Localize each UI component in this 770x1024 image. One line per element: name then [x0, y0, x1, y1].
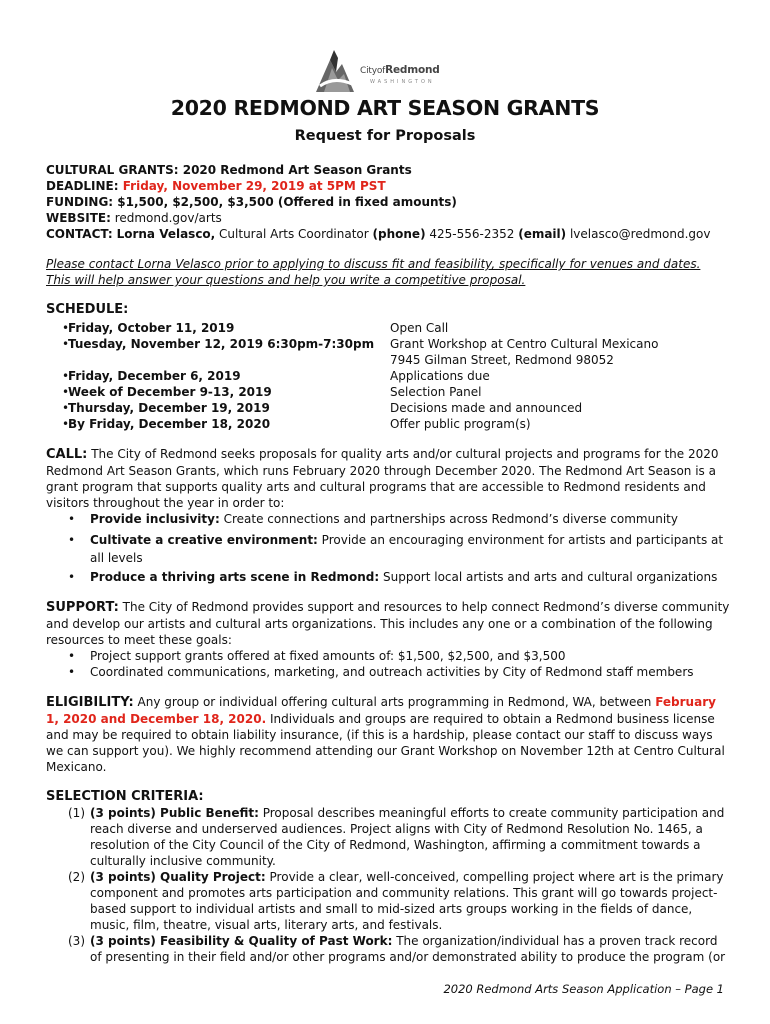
bullet-icon: •	[62, 385, 70, 399]
schedule-heading: SCHEDULE:	[46, 302, 129, 317]
spacer	[46, 585, 730, 599]
bullet-icon: •	[62, 369, 70, 383]
logo-state-text: WASHINGTON	[370, 79, 435, 85]
list-item: • Project support grants offered at fixed amounts of: $1,500, $2,500, and $3,500	[46, 648, 730, 664]
spacer	[46, 680, 730, 694]
eligibility-dates: February 1, 2020 and December 18, 2020.	[46, 695, 716, 726]
logo-of-text: of	[376, 66, 386, 76]
contact-note-line-2: This will help answer your questions and help you write a competitive proposal.	[46, 273, 526, 287]
list-item: • Coordinated communications, marketing, and outreach activities by City of Redmond staff members	[46, 664, 730, 680]
deadline-value: Friday, November 29, 2019 at 5PM PST	[122, 179, 386, 193]
schedule-row: • Week of December 9-13, 2019 Selection Panel	[46, 384, 730, 400]
cultural-grants-line: CULTURAL GRANTS: 2020 Redmond Art Season Grants	[46, 163, 412, 177]
document-body	[46, 162, 730, 965]
spacer	[46, 242, 730, 256]
page-title: 2020 REDMOND ART SEASON GRANTS	[170, 96, 600, 120]
logo-city-text: City	[360, 66, 377, 76]
support-heading: SUPPORT:	[46, 600, 119, 615]
bullet-icon: •	[62, 337, 70, 351]
eligibility-heading: ELIGIBILITY:	[46, 695, 134, 710]
list-item: • Produce a thriving arts scene in Redmond: Support local artists and arts and cultural organizations	[46, 569, 730, 585]
website-link[interactable]: redmond.gov/arts	[110, 211, 222, 225]
bullet-icon: •	[62, 401, 70, 415]
logo-wordmark	[360, 64, 440, 76]
schedule-row: • Thursday, December 19, 2019 Decisions made and announced	[46, 400, 730, 416]
call-paragraph: CALL: The City of Redmond seeks proposals for quality arts and/or cultural projects and programs for the 2020 Redmond Art Season Grants, which runs February 2020 through December 2020. The Redmond Art Season is a grant program that supports quality arts and cultural programs that are accessible to Redmond residents and visitors throughout the year in order to:	[46, 447, 719, 510]
spacer	[46, 288, 730, 302]
mountain-logo-icon	[312, 46, 356, 94]
bullet-icon: •	[62, 321, 70, 335]
list-item: (1) (3 points) Public Benefit: Proposal describes meaningful efforts to create community participation and reach diverse and underserved audiences. Project aligns with City of Redmond Resolution No. 1465, a resolution of the City Council of the City of Redmond, Washington, affirming a commitment towards a culturally inclusive community.	[68, 806, 725, 868]
schedule-row: • Tuesday, November 12, 2019 6:30pm-7:30pm Grant Workshop at Centro Cultural Mexicano	[46, 336, 730, 352]
email-link[interactable]: lvelasco@redmond.gov	[566, 227, 711, 241]
website-line: WEBSITE: redmond.gov/arts	[46, 211, 222, 225]
schedule-row: 7945 Gilman Street, Redmond 98052	[390, 353, 614, 367]
bullet-icon: •	[62, 417, 70, 431]
spacer	[46, 775, 730, 789]
schedule-row: • By Friday, December 18, 2020 Offer public program(s)	[46, 416, 730, 432]
contact-line: CONTACT: Lorna Velasco, Cultural Arts Coordinator (phone) 425-556-2352 (email) lvelasco@redmond.gov	[46, 227, 711, 241]
logo-name-text: Redmond	[385, 64, 440, 76]
schedule-row: • Friday, December 6, 2019 Applications due	[46, 368, 730, 384]
list-item: • Provide inclusivity: Create connections and partnerships across Redmond’s diverse community	[46, 511, 730, 527]
criteria-heading: SELECTION CRITERIA:	[46, 789, 204, 804]
list-item: (3) (3 points) Feasibility & Quality of Past Work: The organization/individual has a proven track record of presenting in their field and/or other programs and/or demonstrated ability to produce the program (or	[68, 934, 726, 964]
eligibility-paragraph: ELIGIBILITY: Any group or individual offering cultural arts programming in Redmond, WA, between February 1, 2020 and December 18, 2020. Individuals and groups are required to obtain a Redmond business license and may be required to obtain liability insurance, (if this is a hardship, please contact our staff to discuss ways we can support you). We highly recommend attending our Grant Workshop on November 12th at Centro Cultural Mexicano.	[46, 695, 725, 774]
schedule-row: • Friday, October 11, 2019 Open Call	[46, 320, 730, 336]
list-item: (2) (3 points) Quality Project: Provide a clear, well-conceived, compelling project where art is the primary component and promotes arts participation and community relations. This grant will go towards project-based support to individual artists and small to mid-sized arts groups working in the fields of dance, music, film, theatre, visual arts, literary arts, and festivals.	[68, 870, 724, 932]
support-paragraph: SUPPORT: The City of Redmond provides support and resources to help connect Redmond’s diverse community and develop our artists and cultural arts organizations. This includes any one or a combination of the following resources to meet these goals:	[46, 600, 730, 647]
funding-line: FUNDING: $1,500, $2,500, $3,500 (Offered in fixed amounts)	[46, 195, 457, 209]
list-item: • Cultivate a creative environment: Provide an encouraging environment for artists and participants at all levels	[46, 531, 730, 567]
schedule-table	[46, 320, 730, 432]
criteria-list	[46, 805, 730, 965]
support-bullet-list	[46, 648, 730, 680]
call-bullet-list	[46, 511, 730, 585]
spacer	[46, 432, 730, 446]
deadline-line: DEADLINE: Friday, November 29, 2019 at 5PM PST	[46, 179, 386, 193]
page-subtitle: Request for Proposals	[294, 128, 476, 144]
call-heading: CALL:	[46, 447, 88, 462]
contact-note-line-1: Please contact Lorna Velasco prior to applying to discuss fit and feasibility, specifically for venues and dates.	[46, 257, 701, 271]
page-footer: 2020 Redmond Arts Season Application – Page 1	[443, 982, 724, 996]
city-of-redmond-logo	[312, 46, 462, 96]
